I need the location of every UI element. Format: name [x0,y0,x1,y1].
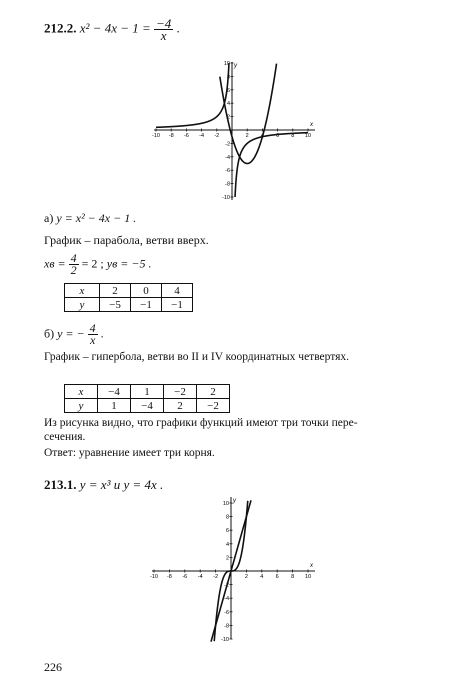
x-tick-label: -8 [166,574,172,580]
x-tick-label: -8 [168,133,174,139]
vertex-x-label: xв = [44,256,66,271]
table-cell: 2 [164,399,197,413]
y-tick-label: -10 [222,195,230,201]
part-b-function [44,323,104,346]
hyperbola-branch-ii [156,63,229,127]
y-tick-label: -4 [224,596,229,603]
y-tick-label: -4 [225,154,230,161]
table-cell: −1 [131,298,162,312]
answer-line: Ответ: уравнение имеет три корня. [44,447,215,459]
hyperbola-branch-iv [235,133,308,197]
y-tick-label: 6 [226,87,230,94]
parabola-value-table [64,283,193,312]
x-tick-label: -6 [183,133,189,139]
problem-number: 213.1. [44,477,77,492]
vertex-numerator: 4 [70,251,77,265]
y-axis-label: y [234,63,237,69]
y-tick-label: 10 [222,501,229,507]
x-tick-label: -10 [150,574,158,580]
part-a-formula: y = x² − 4x − 1 . [56,211,137,225]
x-tick-label: 4 [260,133,264,139]
hyperbola-value-table [64,384,230,413]
part-b-end: . [100,326,104,341]
table-cell: −4 [131,399,164,413]
x-tick-label: 10 [304,133,312,139]
x-tick-label: -2 [214,133,220,139]
y-tick-label: -6 [225,168,230,175]
x-tick-label: -6 [182,574,188,580]
y-axis-label: y [233,498,236,504]
table-cell: −4 [98,385,131,399]
x-tick-label: 2 [245,133,249,139]
part-a-label: а) [44,211,54,225]
x-axis-label: x [310,563,313,569]
vertex-fraction [69,253,79,276]
part-b-label: б) [44,326,55,341]
x-tick-label: -4 [197,574,203,580]
part-b-description: График – гипербола, ветви во II и IV координатных четвертях. [44,351,350,363]
table-header-cell: y [65,399,98,413]
x-tick-label: 10 [304,574,312,580]
y-tick-label: 4 [226,101,230,108]
problem-213-1-header [44,477,163,493]
y-tick-label: -2 [224,582,229,589]
part-b-fraction [88,323,98,346]
table-cell: 0 [131,284,162,298]
equation-left: x² − 4x − 1 = [79,20,151,36]
problem-212-2-header [44,18,180,41]
table-row [65,284,193,298]
x-tick-label: -10 [152,133,160,139]
table-cell: 2 [100,284,131,298]
table-row [65,385,230,399]
fraction-denominator: x [160,28,167,43]
part-b-denominator: x [89,333,96,347]
x-tick-label: 6 [275,574,279,580]
table-cell: −5 [100,298,131,312]
y-tick-label: 10 [223,61,230,67]
graph-cubic-linear [148,494,320,642]
table-cell: −2 [164,385,197,399]
x-tick-label: 2 [244,574,248,580]
y-tick-label: 4 [225,541,229,548]
table-row [65,399,230,413]
equation-fraction [154,18,173,41]
vertex-y: yв = −5 . [106,256,152,271]
x-tick-label: 8 [291,574,295,580]
table-header-cell: y [65,298,100,312]
page-number: 226 [44,660,62,674]
x-tick-label: 6 [276,133,280,139]
equation-end: . [176,20,180,36]
y-tick-label: -8 [224,623,229,630]
y-tick-label: 8 [226,74,230,81]
x-tick-label: -2 [213,574,219,580]
fraction-numerator: −4 [156,16,172,31]
y-tick-label: -8 [225,181,230,188]
x-tick-label: 4 [260,574,264,580]
y-tick-label: -6 [224,609,229,616]
x-tick-label: -4 [199,133,205,139]
table-header-cell: x [65,385,98,399]
table-cell: −1 [162,298,193,312]
part-b-numerator: 4 [89,321,96,335]
vertex-denominator: 2 [70,263,77,277]
x-axis-label: x [310,122,313,128]
conclusion-line-2: сечения. [44,431,86,443]
y-tick-label: 6 [225,528,229,535]
part-b-formula: y = − [57,326,85,341]
y-tick-label: 2 [225,555,229,562]
y-tick-label: 8 [225,514,229,521]
part-a-function [44,211,136,226]
problem-number: 212.2. [44,20,77,36]
x-tick-label: 8 [291,133,295,139]
table-cell: −2 [197,399,230,413]
table-cell: 4 [162,284,193,298]
table-cell: 2 [197,385,230,399]
vertex-line [44,253,151,276]
part-a-description: График – парабола, ветви вверх. [44,233,209,247]
table-row [65,298,193,312]
y-tick-label: 2 [226,114,230,121]
graph-parabola-hyperbola [150,58,320,206]
conclusion-line-1: Из рисунка видно, что графики функций имеют три точки пере- [44,417,358,429]
table-cell: 1 [98,399,131,413]
equation: y = x³ и y = 4x . [79,477,164,492]
table-header-cell: x [65,284,100,298]
vertex-x-result: = 2 ; [81,256,104,271]
y-tick-label: -10 [221,637,229,642]
y-tick-label: -2 [225,141,230,148]
table-cell: 1 [131,385,164,399]
